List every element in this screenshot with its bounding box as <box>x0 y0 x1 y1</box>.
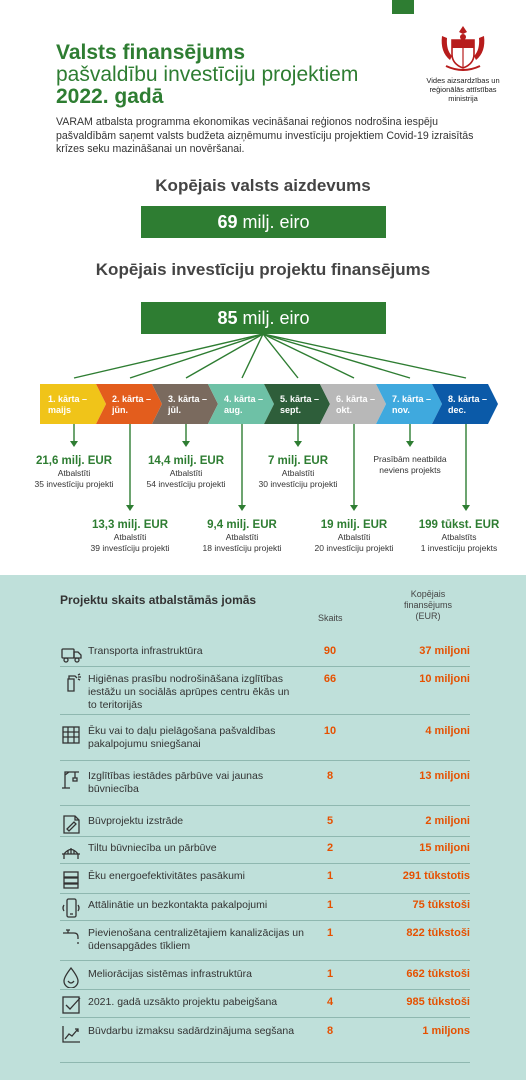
row-label: 2021. gadā uzsākto projektu pabeigšana <box>88 996 278 1008</box>
loan-unit: milj. eiro <box>237 212 310 232</box>
building-icon <box>60 723 82 745</box>
row-count: 4 <box>326 996 334 1008</box>
row-label: Attālinātie un bezkontakta pakalpojumi <box>88 899 268 911</box>
row-financing: 13 miljoni <box>419 770 470 782</box>
faucet-icon <box>60 925 82 947</box>
stage-label-3 <box>168 394 207 416</box>
row-count: 5 <box>326 815 334 827</box>
row-label: Būvdarbu izmaksu sadārdzinājuma segšana <box>88 1025 295 1037</box>
result-text-2: 18 investīciju projekti <box>202 543 282 553</box>
result-amount: 9,4 milj. EUR <box>207 519 277 531</box>
result-arrow-head-3 <box>182 441 190 447</box>
row-label: Pievienošana centralizētajiem kanalizācijas un ūdensapgādes tīkliem <box>88 927 304 952</box>
row-financing: 1 miljons <box>422 1025 470 1037</box>
truck-icon <box>60 643 82 665</box>
table-row <box>60 838 470 864</box>
table-row <box>60 992 470 1018</box>
financing-amount-box <box>141 302 386 334</box>
stage-label-7 <box>392 394 431 416</box>
title-line-1: Valsts finansējums <box>56 41 246 64</box>
checklist-icon <box>60 994 82 1016</box>
result-arrow-head-4 <box>238 505 246 511</box>
row-count: 8 <box>326 770 334 782</box>
crane-icon <box>60 768 82 790</box>
row-financing: 37 miljoni <box>419 645 470 657</box>
col-fin-line-3: (EUR) <box>415 611 441 621</box>
table-row <box>60 964 470 990</box>
column-count-header: Skaits <box>318 613 343 623</box>
result-text-2: neviens projekts <box>379 465 441 475</box>
domains-title: Projektu skaits atbalstāmās jomās <box>60 593 257 607</box>
result-text-1: Atbalstīti <box>169 468 203 478</box>
col-fin-line-2: finansējums <box>403 600 453 610</box>
row-count: 1 <box>326 899 334 911</box>
row-count: 10 <box>323 725 337 737</box>
stage-label-line-2: jūl. <box>168 405 181 415</box>
result-amount: 19 milj. EUR <box>320 519 388 531</box>
result-text-2: 54 investīciju projekti <box>146 479 226 489</box>
row-count: 1 <box>326 968 334 980</box>
result-amount: 199 tūkst. EUR <box>418 519 500 531</box>
row-financing: 75 tūkstoši <box>412 899 470 911</box>
stage-label-1 <box>48 394 87 416</box>
result-arrow-head-5 <box>294 441 302 447</box>
chart-up-icon <box>60 1023 82 1045</box>
table-row <box>60 866 470 894</box>
page-title <box>56 42 386 108</box>
title-line-3: 2022. gadā <box>56 85 164 108</box>
result-arrow-head-2 <box>126 505 134 511</box>
result-arrow-head-1 <box>70 441 78 447</box>
loan-amount: 69 <box>217 212 238 232</box>
row-label: Transporta infrastruktūra <box>88 645 203 657</box>
connector-line-6 <box>263 334 354 378</box>
loan-amount-box <box>141 206 386 238</box>
stage-label-line-2: maijs <box>48 405 72 415</box>
stage-label-line-2: aug. <box>224 405 243 415</box>
stage-label-line-1: 8. kārta – <box>448 394 488 404</box>
stage-label-2 <box>112 394 151 416</box>
result-text-2: 30 investīciju projekti <box>258 479 338 489</box>
result-text-2: 39 investīciju projekti <box>90 543 170 553</box>
row-count: 2 <box>326 842 334 854</box>
result-arrow-head-7 <box>406 441 414 447</box>
row-label: Tiltu būvniecība un pārbūve <box>88 842 217 854</box>
financing-heading: Kopējais investīciju projektu finansējums <box>95 260 431 279</box>
row-financing: 15 miljoni <box>419 842 470 854</box>
row-financing: 291 tūkstotis <box>402 870 470 882</box>
stage-label-line-2: okt. <box>336 405 353 415</box>
stage-result-5 <box>233 454 363 490</box>
water-drop-icon <box>60 966 82 988</box>
result-amount: 21,6 milj. EUR <box>35 455 113 467</box>
result-text-1: Atbalstīts <box>441 532 477 542</box>
stage-label-8 <box>448 394 487 416</box>
table-row <box>60 641 470 667</box>
result-text-1: Atbalstīti <box>281 468 315 478</box>
stage-label-6 <box>336 394 375 416</box>
result-text-1: Prasībām neatbilda <box>373 454 447 464</box>
connector-line-1 <box>74 334 263 378</box>
result-amount: 14,4 milj. EUR <box>147 455 225 467</box>
financing-amount: 85 <box>217 308 238 328</box>
stage-label-line-1: 7. kārta – <box>392 394 432 404</box>
row-financing: 4 miljoni <box>425 725 470 737</box>
insulation-icon <box>60 868 82 890</box>
stage-label-line-1: 6. kārta – <box>336 394 376 404</box>
row-label: Meliorācijas sistēmas infrastruktūra <box>88 968 252 980</box>
result-text-1: Atbalstīti <box>57 468 91 478</box>
stage-result-8 <box>394 518 524 554</box>
row-count: 90 <box>323 645 337 657</box>
title-line-2: pašvaldību investīciju projektiem <box>56 63 359 86</box>
stage-label-line-2: nov. <box>392 405 410 415</box>
connector-line-7 <box>263 334 410 378</box>
result-text-1: Atbalstīti <box>113 532 147 542</box>
stage-label-line-1: 2. kārta – <box>112 394 152 404</box>
stage-label-line-2: dec. <box>448 405 467 415</box>
phone-icon <box>60 897 82 919</box>
table-row <box>60 811 470 837</box>
result-amount: 13,3 milj. EUR <box>91 519 169 531</box>
table-row <box>60 895 470 921</box>
row-label: Izglītības iestādes pārbūve vai jaunas būvniecība <box>88 770 264 795</box>
result-amount: 7 milj. EUR <box>267 455 329 467</box>
result-text-2: 20 investīciju projekti <box>314 543 394 553</box>
result-arrow-head-6 <box>350 505 358 511</box>
ministry-logo <box>418 24 508 103</box>
row-financing: 10 miljoni <box>419 673 470 685</box>
top-color-band <box>392 0 414 14</box>
intro-text: VARAM atbalsta programma ekonomikas vecināšanai reģionos nodrošina iespēju pašvaldībām saņemt valsts budžeta aizņēmumu investīciju projektiem Covid-19 izraisītās krīzes seku mazināšanai un novēršanai. <box>56 116 474 155</box>
stage-label-line-1: 4. kārta – <box>224 394 264 404</box>
result-arrow-head-8 <box>462 505 470 511</box>
stage-result-4 <box>177 518 307 554</box>
table-row <box>60 766 470 806</box>
spray-bottle-icon <box>60 671 82 693</box>
row-financing: 662 tūkstoši <box>406 968 470 980</box>
stage-label-line-1: 1. kārta – <box>48 394 88 404</box>
result-text-1: Atbalstīti <box>337 532 371 542</box>
domains-panel <box>0 575 526 1080</box>
table-row <box>60 721 470 761</box>
col-fin-line-1: Kopējais <box>410 589 446 599</box>
column-financing-header <box>398 589 458 622</box>
row-count: 1 <box>326 927 334 939</box>
stages-diagram <box>0 334 526 534</box>
row-label: Būvprojektu izstrāde <box>88 815 184 827</box>
stage-result-3 <box>121 454 251 490</box>
financing-unit: milj. eiro <box>237 308 310 328</box>
row-label: Ēku vai to daļu pielāgošana pašvaldības pakalpojumu sniegšanai <box>88 725 276 750</box>
table-row <box>60 669 470 715</box>
blueprint-icon <box>60 813 82 835</box>
table-row <box>60 923 470 961</box>
row-financing: 985 tūkstoši <box>406 996 470 1008</box>
result-text-2: 1 investīciju projekts <box>420 543 498 553</box>
stage-label-line-2: sept. <box>280 405 302 415</box>
table-row <box>60 1021 470 1063</box>
stage-label-4 <box>224 394 263 416</box>
stage-result-7 <box>345 454 475 476</box>
stage-label-line-1: 5. kārta – <box>280 394 320 404</box>
row-financing: 822 tūkstoši <box>406 927 470 939</box>
row-count: 8 <box>326 1025 334 1037</box>
row-count: 66 <box>323 673 337 685</box>
result-text-2: 35 investīciju projekti <box>34 479 114 489</box>
coat-of-arms-icon <box>438 24 488 72</box>
stage-label-5 <box>280 394 319 416</box>
row-count: 1 <box>326 870 334 882</box>
ministry-name: Vides aizsardzības un reģionālās attīstības ministrija <box>426 76 500 103</box>
stage-result-1 <box>9 454 139 490</box>
row-label: Ēku energoefektivitātes pasākumi <box>88 870 246 882</box>
stage-result-2 <box>65 518 195 554</box>
result-text-1: Atbalstīti <box>225 532 259 542</box>
loan-heading: Kopējais valsts aizdevums <box>155 176 371 195</box>
row-label: Higiēnas prasību nodrošināšana izglītības iestāžu un sociālās aprūpes centru ēkās un to teritorijās <box>88 673 290 711</box>
stage-label-line-2: jūn. <box>112 405 128 415</box>
bridge-icon <box>60 840 82 862</box>
stage-label-line-1: 3. kārta – <box>168 394 208 404</box>
row-financing: 2 miljoni <box>425 815 470 827</box>
